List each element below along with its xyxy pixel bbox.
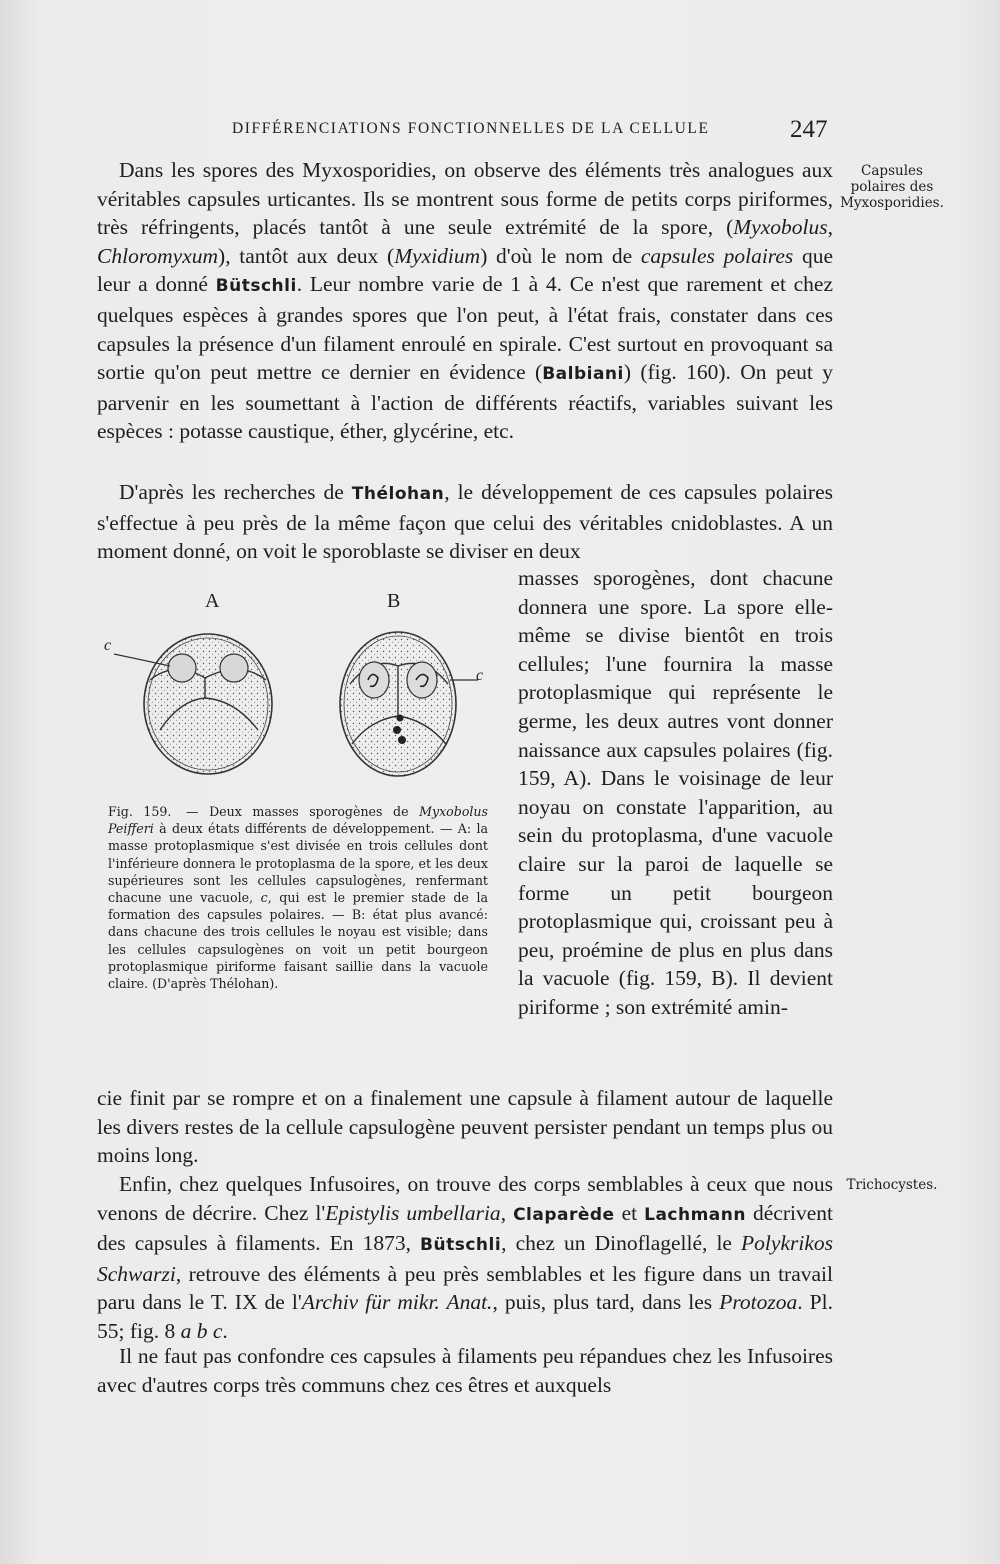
margin-note-trichocystes: Trichocystes.	[846, 1177, 938, 1193]
italic-term: Epistylis umbellaria	[325, 1200, 501, 1225]
italic-term: Myxobolus	[733, 215, 828, 240]
page-header	[0, 118, 1000, 148]
text-run: ) d'où le nom de	[480, 243, 641, 268]
text-run: , le développement de ces capsules polaires s'effectue à peu près de la même façon que celui des véritables cnidoblastes. A un moment donné, on voit le sporoblaste se diviser en deux	[97, 480, 834, 564]
text-run: , retrouve des éléments à peu près semblables et les figure dans un travail paru dans le T. IX de l'	[97, 1261, 833, 1315]
paragraph-2	[97, 478, 833, 566]
paragraph-2-continued: masses sporogènes, dont chacune donnera une spore. La spore elle-même se divise bientôt en trois cellules; l'une fournira la masse protoplasmique qui représente le germe, les deux autres vont donner naissance aux capsules polaires (fig. 159, A). Dans le voisinage de leur noyau on constate l'apparition, au sein du protoplasma, d'une vacuole claire sur la paroi de laquelle se forme un petit bourgeon protoplasmique qui, croissant peu à peu, proémine de plus en plus dans la vacuole (fig. 159, B). Il devient piriforme ; son extrémité amin-	[518, 566, 833, 1019]
figure-label-c-left: c	[104, 637, 112, 654]
spore-b-drawing	[340, 632, 478, 776]
italic-term: Protozoa	[719, 1290, 798, 1315]
author-name: Thélohan	[351, 484, 445, 504]
caption-ref: Fig. 159.	[108, 804, 172, 819]
author-name: Bütschli	[215, 276, 297, 297]
text-run: Enfin, chez quelques Infusoires, on trouve des corps semblables à ceux que nous venons de décrire. Chez l'	[97, 1172, 833, 1225]
author-name: Balbiani	[542, 364, 624, 385]
text-run: et	[614, 1200, 645, 1225]
text-run: que leur a donné	[97, 243, 833, 297]
caption-text: — Deux masses sporogènes de	[175, 804, 420, 819]
caption-italic: Myxobolus Peifferi	[108, 804, 489, 837]
author-name: Claparède	[513, 1204, 615, 1225]
text-run: , chez un Dinoflagellé, le	[501, 1231, 742, 1256]
figure-label-b: B	[387, 590, 401, 612]
italic-term: a b c	[180, 1318, 223, 1343]
paragraph-1	[97, 156, 833, 446]
text-run: décrivent des capsules à filaments. En 1873,	[97, 1200, 833, 1256]
caption-italic: c	[260, 890, 268, 906]
italic-term: Polykrikos Schwarzi	[97, 1231, 833, 1286]
running-title: DIFFÉRENCIATIONS FONCTIONNELLES DE LA CELLULE	[232, 120, 710, 137]
spore-illustration	[100, 620, 500, 800]
margin-note-line: polaires des	[850, 179, 934, 195]
paragraph-2-end: cie finit par se rompre et on a finalement une capsule à filament autour de laquelle les divers restes de la cellule capsulogène peuvent persister pendant un temps plus ou moins long.	[97, 1086, 833, 1168]
text-run: ), tantôt aux deux (	[218, 243, 395, 268]
italic-term: Myxidium	[394, 243, 481, 268]
paragraph-4: Il ne faut pas confondre ces capsules à filaments peu répandues chez les Infusoires avec d'autres corps très communs chez ces êtres et auxquels	[97, 1344, 833, 1397]
margin-note-capsules	[836, 163, 948, 211]
italic-term: capsules polaires	[640, 243, 794, 268]
italic-term: Archiv für mikr. Anat.	[301, 1290, 493, 1315]
text-run: .	[222, 1318, 228, 1343]
figure-caption	[108, 803, 488, 992]
text-run: . Leur nombre varie de 1 à 4. Ce n'est que rarement et chez quelques espèces à grandes spores que l'on peut, à l'état frais, constater dans ces capsules la présence d'un filament enroulé en spirale. C'est surtout en provoquant sa sortie qu'on peut mettre ce dernier en évidence (	[97, 272, 833, 385]
text-run: D'après les recherches de	[119, 480, 352, 504]
page-number: 247	[790, 116, 828, 143]
author-name: Lachmann	[644, 1204, 746, 1225]
spore-a-drawing	[114, 634, 272, 774]
margin-note-line: Capsules	[861, 163, 923, 179]
author-name: Bütschli	[420, 1235, 502, 1256]
figure-159	[100, 590, 500, 800]
margin-note-line: Myxosporidies.	[840, 195, 944, 211]
text-run: , puis, plus tard, dans les	[492, 1290, 720, 1315]
italic-term: Chloromyxum	[97, 243, 219, 268]
text-run: . Pl. 55; fig. 8	[97, 1290, 833, 1343]
text-run: Dans les spores des Myxosporidies, on observe des éléments très analogues aux véritables capsules urticantes. Ils se montrent sous forme de petits corps piriformes, très réfringents, placés tantôt à une seule extrémité de la spore, (	[97, 158, 833, 240]
text-run: ,	[827, 215, 833, 240]
text-run: ,	[500, 1200, 514, 1225]
caption-text: à deux états différents de développement. — A: la masse protoplasmique s'est divisée en trois cellules dont l'inférieure donnera le protoplasma de la spore, et les deux supérieures sont les cellules capsulogènes, renfermant chacune une vacuole,	[108, 821, 488, 906]
figure-label-c-right: c	[476, 667, 484, 684]
text-run: ) (fig. 160). On peut y parvenir en les soumettant à l'action de différents réactifs, variables suivant les espèces : potasse caustique, éther, glycérine, etc.	[97, 360, 833, 444]
caption-text: , qui est le premier stade de la formation des capsules polaires. — B: état plus avancé: dans chacune des trois cellules le noyau est visible; dans les cellules capsulogènes on voit un petit bourgeon protoplasmique piriforme faisant saillie dans la vacuole claire. (D'après Thélohan).	[108, 890, 488, 992]
paragraph-3	[97, 1170, 833, 1346]
figure-label-a: A	[205, 590, 220, 612]
